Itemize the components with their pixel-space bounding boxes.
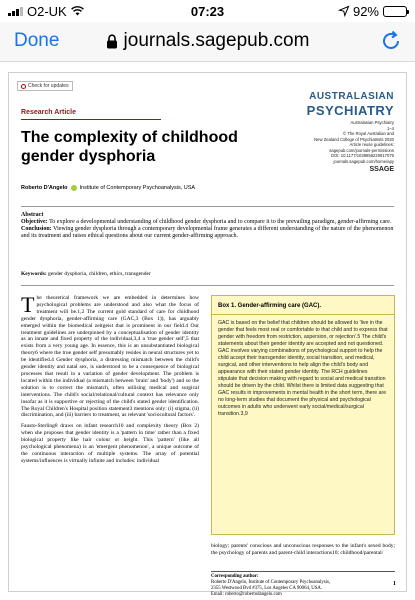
box-text: GAC is based on the belief that children should be allowed to 'live in the gender that feels most real or comfortable to that child and to express that gender with freedom from restriction, aspersion, or rejection'.5 The child's statements about their gender identity are accepted and not questioned. GAC involves varying combinations of psychological support to help the child accept their transgender identity, social transition, and medical, surgical, and other interventions to help align the child's body and appearance with their stated gender identity. The RCH guidelines stipulate that decision making with regard to social and medical transition should be driven by the child. Whilst there is limited data suggesting that GAC results in improvements in mental health in the short term, there are no long-term studies that document the physical and psychological outcomes in adults who underwent early social/medical/surgical transition.3,9 — [218, 320, 388, 417]
body-column-right: biology; parents' conscious and unconscious responses to the infant's sexed body; the psychology of parents and parent-child interactions10; childhood/parental/ — [211, 543, 395, 556]
author-affiliation: Institute of Contemporary Psychoanalysis, USA — [79, 185, 196, 191]
reload-icon[interactable] — [379, 29, 403, 53]
divider — [21, 206, 394, 207]
drop-cap: T — [21, 292, 35, 317]
journal-name-line1: AUSTRALASIAN — [309, 91, 394, 102]
conclusion-text: Viewing gender dysphoria through a contemporary developmental frame generates a different understanding of the nature of the phenomenon and its treatment and raises ethical questions about our current gender-affirming approach. — [21, 226, 394, 239]
objective-text: To explore a developmental understanding of childhood gender dysphoria and to compare it to the prevailing paradigm, gender-affirming care. — [49, 219, 392, 225]
meta-line: sagepub.com/journals-permissions — [329, 147, 394, 153]
abstract-heading: Abstract — [21, 212, 44, 218]
done-button[interactable]: Done — [14, 30, 60, 51]
keywords-label: Keywords: — [21, 271, 47, 277]
meta-line: Australasian Psychiatry — [350, 120, 394, 125]
update-icon — [21, 84, 26, 89]
corresponding-author — [211, 571, 395, 598]
check-for-updates-badge[interactable] — [17, 81, 73, 91]
meta-line: DOI: 10.1177/1039856220917076 — [330, 153, 394, 158]
box-heading: Box 1. Gender-affirming care (GAC). — [212, 296, 394, 315]
article-type: Research Article — [21, 109, 76, 116]
battery-percent: 92% — [352, 3, 379, 19]
body-paragraph — [21, 292, 199, 419]
journal-name-line2: PSYCHIATRY — [306, 103, 394, 118]
meta-line: 1–4 — [387, 125, 394, 131]
keywords-text: gender dysphoria, children, ethics, transgender — [48, 271, 151, 277]
abstract-objective — [21, 219, 394, 226]
corresponding-heading: Corresponding author: — [211, 574, 259, 579]
browser-nav-bar — [0, 22, 415, 62]
url-bar[interactable] — [0, 30, 415, 52]
body-column-left — [21, 292, 199, 465]
location-arrow-icon — [339, 6, 349, 16]
battery-icon — [383, 6, 407, 17]
status-bar — [0, 0, 415, 22]
article-type-rule — [21, 119, 161, 120]
meta-line: New Zealand College of Psychiatrists 2020 — [314, 136, 394, 142]
paragraph-text: he theoretical framework we are embedded in determines how psychological problems are understood and also what the focus of treatment will be.1,2 The current gold standard of care for childhood gender dysphoria, gender-affirming care (GAC,3 (Box 1)), has arguably emerged within the biomedical zeitgeist that is prominent in our field.4 Our treatment guidelines are underpinned by a conceptualisation of gender identity as an innate and fixed property of the individual,3,4 a 'true gender self',5 that exists from a very young age. In essence, this is an unsubstantiated biological theory6 where the true gender self presumably resides in neural structures yet to be identified.4 Gender dysphoria, a distressing mismatch between the child's gender identity and natal sex, is understood to be a consequence of biological processes that result in a variation of gender development. The problem is located within the individual (a mismatch between 'brain' and 'body') and so the solution is to correct the mismatch, often utilising medical and surgical interventions. The child's social/relational/cultural context has relevance only insofar as it is supportive or rejecting of the child's stated gender identification. The Royal Children's Hospital position statement3 mentions only: (i) stigma, (ii) discrimination, and (iii) barriers to treatment, as relevant 'sociocultural factors'. — [21, 295, 199, 419]
author-name[interactable]: Roberto D'Angelo — [21, 185, 68, 191]
abstract — [21, 212, 394, 240]
page-number: 1 — [393, 581, 396, 587]
body-paragraph: Fausto-Sterling8 draws on infant research10 and complexity theory (Box 2) when she proposes that gender identity is a 'pattern in time' rather than a fixed biological property like hair colour or height. This 'pattern' (like all psychological phenomena) is an 'emergent phenomenon', a unique outcome of the continuous interaction of multiple systems. The array of potential systems/influences is virtually infinite and includes: individual — [21, 423, 199, 464]
clock: 07:23 — [190, 3, 225, 19]
divider — [21, 285, 394, 286]
carrier-label: O2-UK — [27, 3, 67, 19]
conclusion-label: Conclusion: — [21, 226, 52, 232]
corresponding-email[interactable]: Email: roberto@robertodangelo.com — [211, 592, 282, 597]
author-line — [21, 185, 195, 191]
status-right — [339, 4, 407, 19]
meta-line: journals.sagepub.com/home/apy — [333, 158, 394, 164]
objective-label: Objective: — [21, 219, 48, 225]
keywords — [21, 271, 394, 277]
article-page — [8, 72, 407, 597]
corresponding-line: Roberto D'Angelo, Institute of Contemporary Psychoanalysis, — [211, 580, 331, 585]
article-title: The complexity of childhood gender dysphoria — [21, 129, 238, 165]
url-text: journals.sagepub.com — [123, 30, 310, 51]
check-updates-label: Check for updates — [28, 83, 69, 89]
meta-line: © The Royal Australian and — [343, 131, 394, 136]
corresponding-line: 2355 Westwood Bvd #375, Los Angeles CA 90064, USA. — [211, 586, 323, 591]
journal-logo — [307, 91, 394, 118]
lock-icon — [106, 34, 118, 49]
orcid-icon[interactable] — [71, 185, 77, 191]
abstract-conclusion — [21, 226, 394, 240]
publisher-logo: SSAGE — [369, 166, 394, 173]
journal-meta — [274, 120, 394, 174]
box-1 — [211, 295, 395, 535]
meta-line: Article reuse guidelines: — [349, 142, 394, 147]
